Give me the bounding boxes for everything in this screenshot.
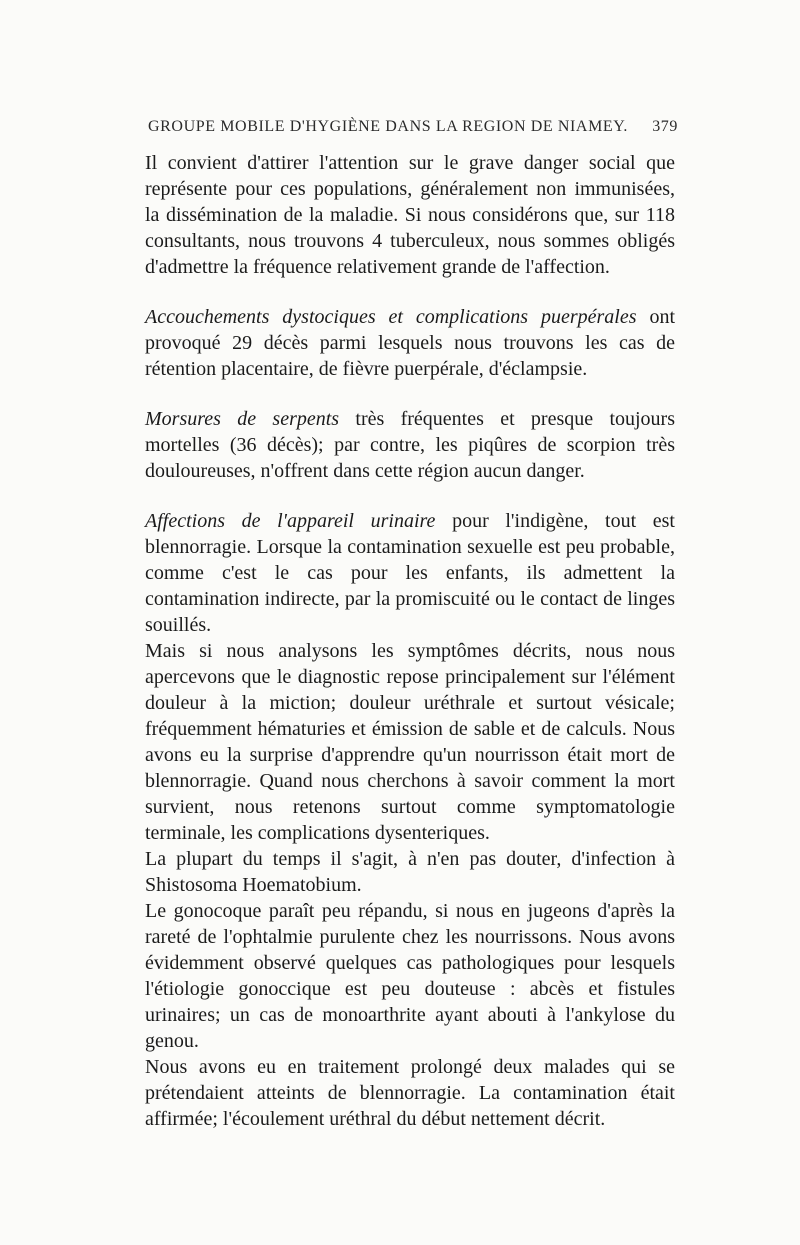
- paragraph-text: très fréquentes et presque toujours mortelles (36 décès); par contre, les piqûres de scorpion très douloureuses, n'offrent dans cette région aucun danger.: [145, 408, 676, 482]
- paragraph-text: Mais si nous analysons les symptômes décrits, nous nous apercevons que le diagnostic repose principalement sur l'élément douleur à la miction; douleur uréthrale et surtout vésicale; fréquemment hématuries et émission de sable et de calculs. Nous avons eu la surprise d'apprendre qu'un nourrisson était mort de blennorragie. Quand nous cherchons à savoir comment la mort survient, nous retenons surtout comme symptomatologie terminale, les complications dysenteriques.: [145, 640, 675, 844]
- paragraph-urinary: [145, 508, 675, 638]
- running-title: GROUPE MOBILE D'HYGIÈNE DANS LA REGION DE NIAMEY.: [148, 118, 628, 135]
- paragraph-tuberculosis: [145, 150, 675, 280]
- page-number: 379: [652, 118, 678, 135]
- paragraph-lead-italic: Morsures de serpents: [145, 408, 340, 430]
- paragraph-text: Il convient d'attirer l'attention sur le grave danger social que représente pour ces populations, généralement non immunisées, la dissémination de la maladie. Si nous considérons que, sur 118 consultants, nous trouvons 4 tuberculeux, nous sommes obligés d'admettre la fréquence relativement grande de l'affection.: [145, 152, 675, 278]
- paragraph-lead-italic: Affections de l'appareil urinaire: [145, 510, 436, 532]
- body-text: [145, 150, 675, 1132]
- paragraph-text: pour l'indigène, tout est blennorragie. Lorsque la contamination sexuelle est peu probable, comme c'est le cas pour les enfants, ils admettent la contamination indirecte, par la promiscuité ou le contact de linges souillés.: [145, 510, 675, 636]
- running-header: [148, 118, 678, 136]
- paragraph-text: Nous avons eu en traitement prolongé deux malades qui se prétendaient atteints de blennorragie. La contamination était affirmée; l'écoulement uréthral du début nettement décrit.: [145, 1056, 675, 1130]
- paragraph-lead-italic: Accouchements dystociques et complications puerpérales: [145, 306, 637, 328]
- paragraph-schistosoma: [145, 846, 675, 898]
- paragraph-text: La plupart du temps il s'agit, à n'en pas douter, d'infection à Shistosoma Hoematobium.: [145, 848, 675, 896]
- paragraph-obstetrics: [145, 304, 675, 382]
- paragraph-snakebites: [145, 406, 675, 484]
- paragraph-text: ont provoqué 29 décès parmi lesquels nous trouvons les cas de rétention placentaire, de fièvre puerpérale, d'éclampsie.: [145, 306, 676, 380]
- paragraph-treatment: [145, 1054, 675, 1132]
- paragraph-text: Le gonocoque paraît peu répandu, si nous en jugeons d'après la rareté de l'ophtalmie purulente chez les nourrissons. Nous avons évidemment observé quelques cas pathologiques pour lesquels l'étiologie gonoccique est peu douteuse : abcès et fistules urinaires; un cas de monoarthrite ayant abouti à l'ankylose du genou.: [145, 900, 675, 1052]
- paragraph-symptoms: [145, 638, 675, 846]
- paragraph-gonococcus: [145, 898, 675, 1054]
